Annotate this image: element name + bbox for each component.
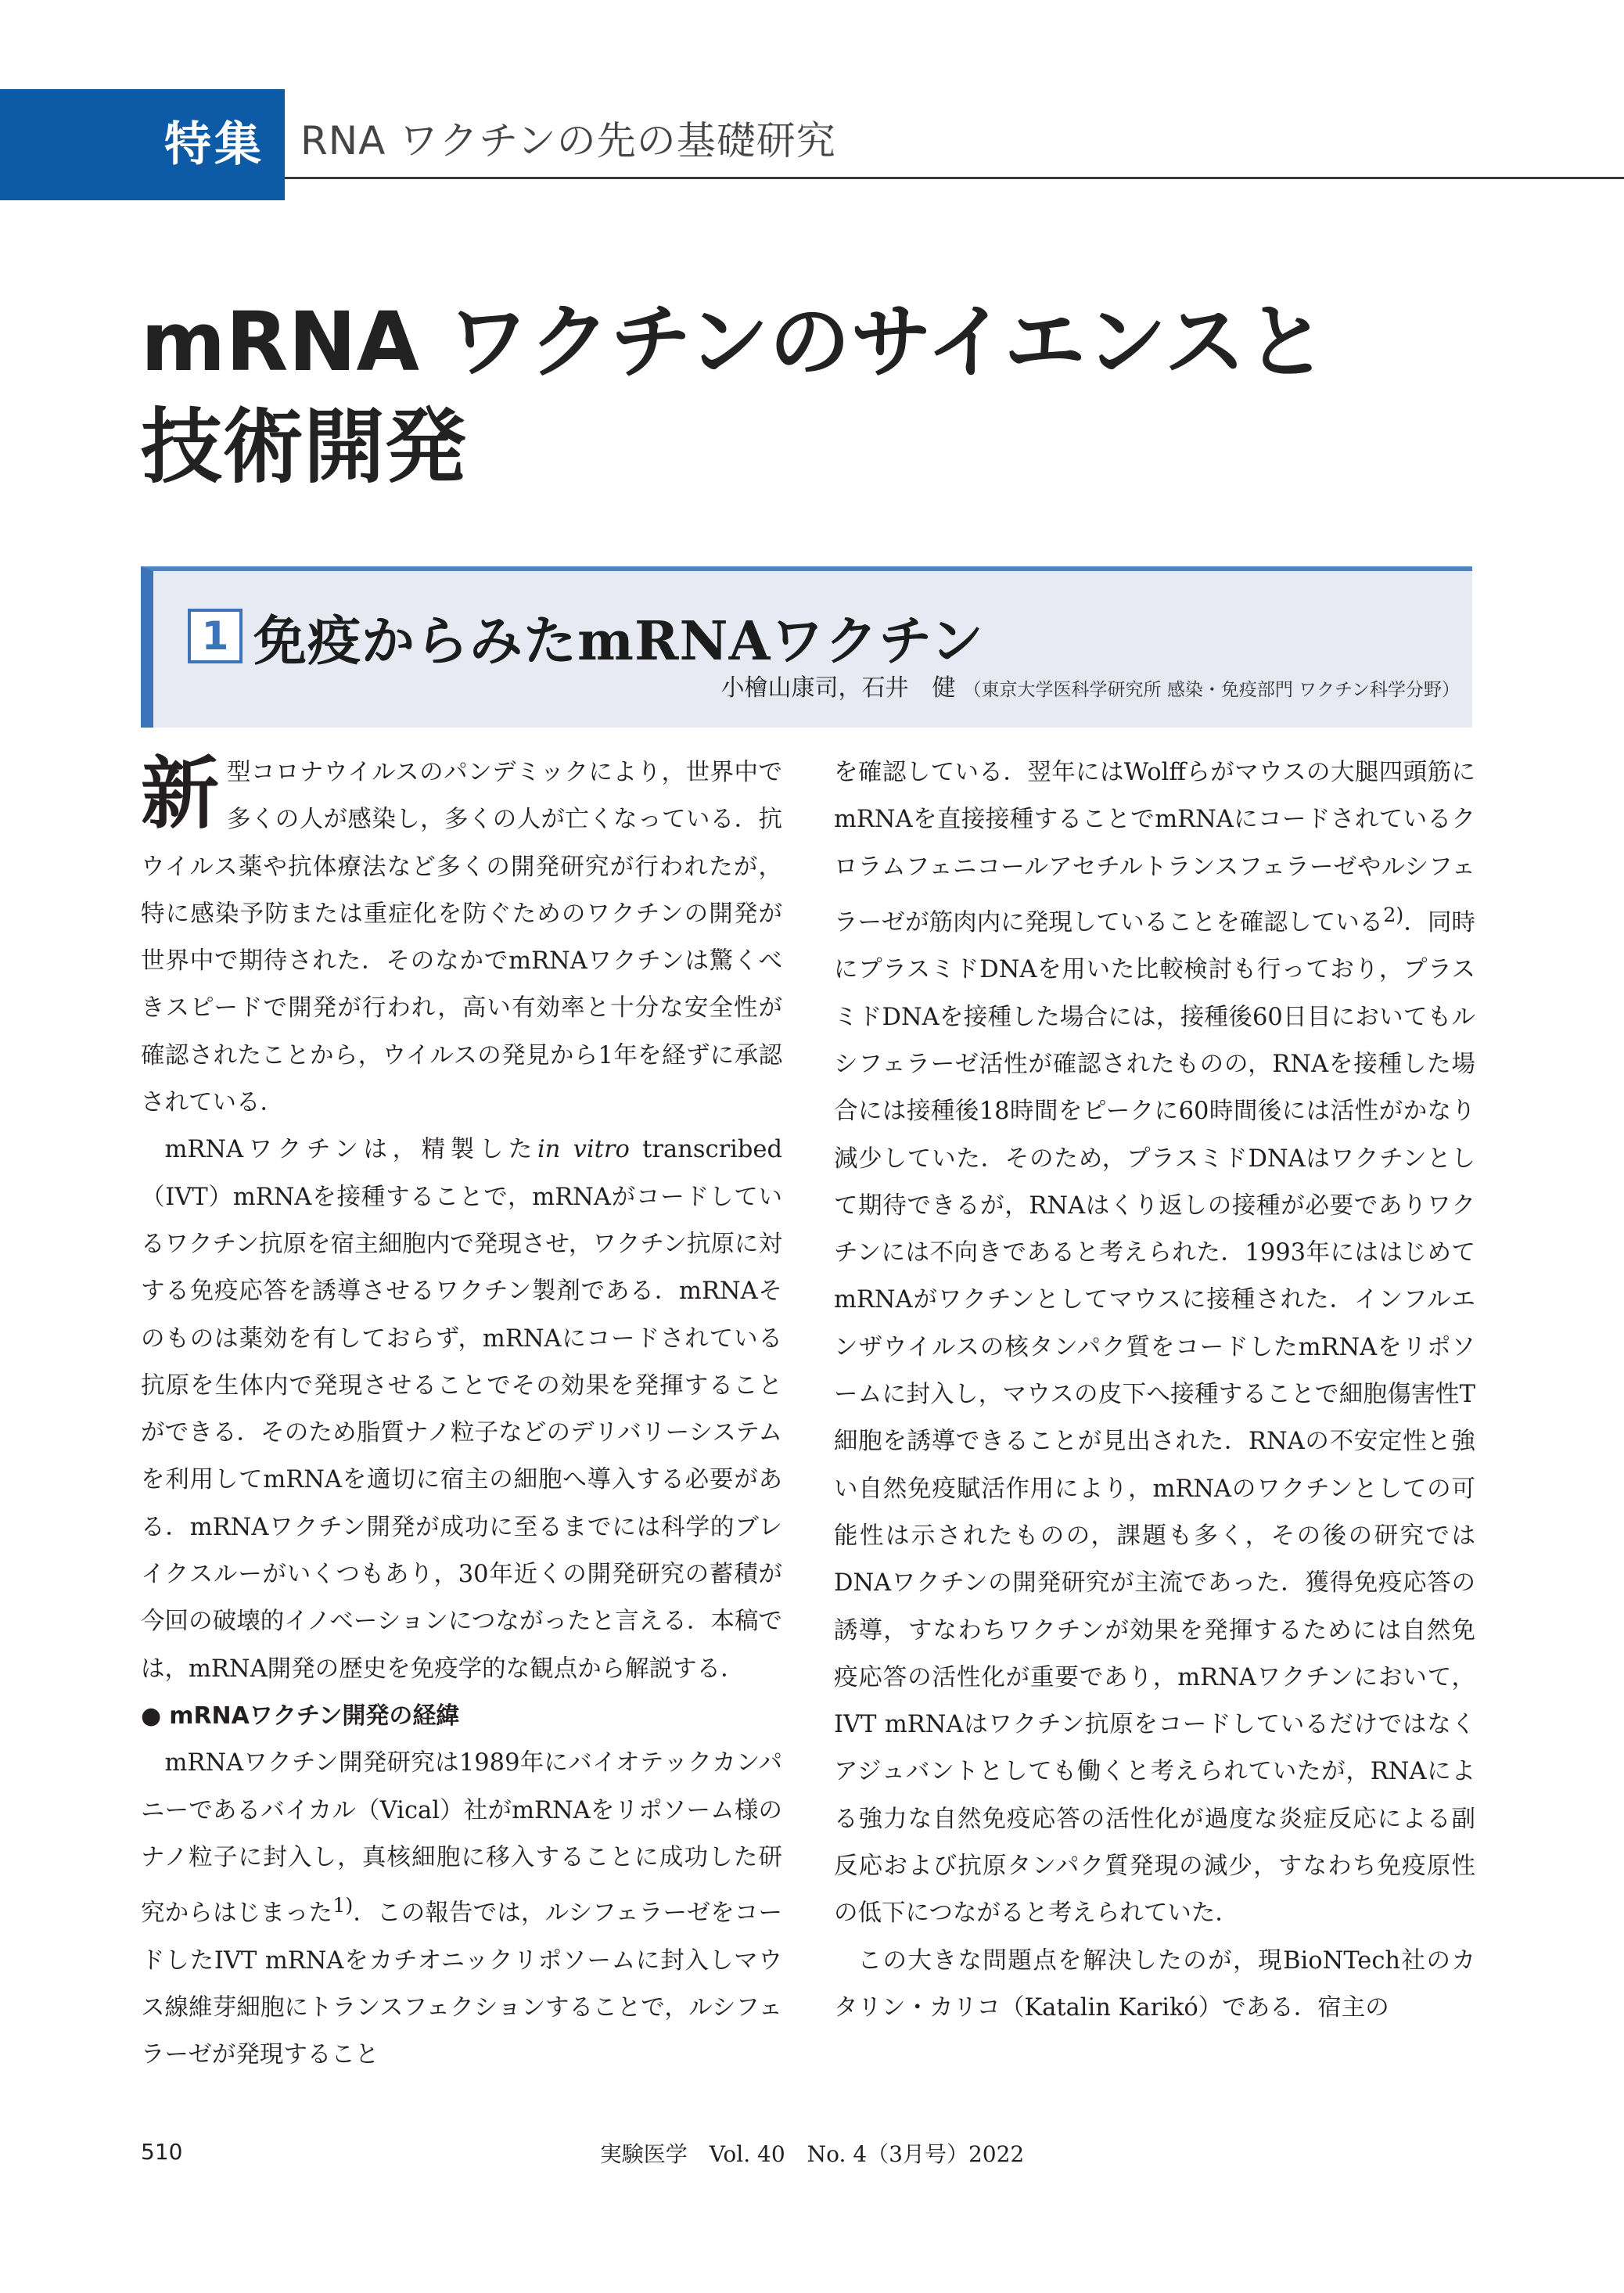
- feature-label: 特集: [0, 89, 285, 200]
- paragraph: [834, 749, 1475, 1938]
- journal-info: 実験医学 Vol. 40 No. 4（3月号）2022: [599, 2141, 1025, 2167]
- affiliation: （東京大学医科学研究所 感染・免疫部門 ワクチン科学分野）: [963, 680, 1460, 700]
- paragraph: [141, 1740, 782, 2079]
- section-number: 1: [188, 609, 243, 663]
- section-header: [141, 566, 1472, 728]
- drop-cap: 新: [141, 747, 219, 839]
- paragraph-text: ．この報告では，ルシフェラーゼをコードしたIVT mRNAをカチオニックリポソームに封入しマウス線維芽細胞にトランスフェクションすることで，ルシフェラーゼが発現すること: [141, 1899, 783, 2069]
- paragraph: この大きな問題点を解決したのが，現BioNTech社のカタリン・カリコ（Katalin Karikó）である．宿主の: [834, 1946, 1475, 2022]
- italic-term: in vitro: [537, 1136, 630, 1164]
- paragraph-text: 型コロナウイルスのパンデミックにより，世界中で多くの人が感染し，多くの人が亡くなっている．抗ウイルス薬や抗体療法など多くの開発研究が行われたが，特に感染予防または重症化を防ぐためのワクチンの開発が世界中で期待された．そのなかでmRNAワクチンは驚くべきスピードで開発が行われ，高い有効率と十分な安全性が確認されたことから，ウイルスの発見から1年を経ずに承認されている．: [141, 759, 782, 1117]
- article-title-line2: 技術開発: [141, 399, 467, 494]
- citation-ref: 2): [1383, 902, 1404, 926]
- body-column-right: [834, 749, 1475, 2032]
- subheading: [141, 1693, 782, 1740]
- authors: 小檜山康司，石井 健: [720, 674, 956, 702]
- article-title: [141, 289, 1549, 499]
- paragraph-text: を確認している．翌年にはWolffらがマウスの大腿四頭筋にmRNAを直接接種することでmRNAにコードされているクロラムフェニコールアセチルトランスフェラーゼやルシフェラーゼが筋肉内に発現していることを確認している: [834, 759, 1475, 937]
- paragraph: [141, 1127, 782, 1693]
- paragraph-text: mRNAワクチンは，精製した: [164, 1136, 538, 1164]
- subheading-text: mRNAワクチン開発の経緯: [169, 1702, 460, 1730]
- paragraph: [141, 749, 782, 1127]
- section-title: 免疫からみたmRNAワクチン: [253, 610, 984, 673]
- bullet-icon: ●: [141, 1702, 162, 1730]
- authors-line: [721, 668, 1460, 703]
- paragraph-text: ．同時にプラスミドDNAを用いた比較検討も行っており，プラスミドDNAを接種した場合には，接種後60日目においてもルシフェラーゼ活性が確認されたものの，RNAを接種した場合には接種後18時間をピークに60時間後には活性がかなり減少していた．そのため，プラスミドDNAはワクチンとして期待できるが，RNAはくり返しの接種が必要でありワクチンには不向きであると考えられた．1993年にははじめてmRNAがワクチンとしてマウスに接種された．インフルエンザウイルスの核タンパク質をコードしたmRNAをリポソームに封入し，マウスの皮下へ接種することで細胞傷害性T細胞を誘導できることが見出された．RNAの不安定性と強い自然免疫賦活作用により，mRNAのワクチンとしての可能性は示されたものの，課題も多く，その後の研究ではDNAワクチンの開発研究が主流であった．獲得免疫応答の誘導，すなわちワクチンが効果を発揮するためには自然免疫応答の活性化が重要であり，mRNAワクチンにおいて，IVT mRNAはワクチン抗原をコードしているだけではなくアジュバントとしても働くと考えられていたが，RNAによる強力な自然免疫応答の活性化が過度な炎症反応による副反応および抗原タンパク質発現の減少，すなわち免疫原性の低下につながると考えられていた．: [834, 909, 1476, 1928]
- citation-ref: 1): [332, 1893, 354, 1917]
- series-title: RNA ワクチンの先の基礎研究: [300, 118, 836, 164]
- body-column-left: [141, 749, 782, 2079]
- page-number: 510: [141, 2139, 183, 2165]
- paragraph-text: transcribed（IVT）mRNAを接種することで，mRNAがコードしているワクチン抗原を宿主細胞内で発現させ，ワクチン抗原に対する免疫応答を誘導させるワクチン製剤である．mRNAそのものは薬効を有しておらず，mRNAにコードされている抗原を生体内で発現させることでその効果を発揮することができる．そのため脂質ナノ粒子などのデリバリーシステムを利用してmRNAを適切に宿主の細胞へ導入する必要がある．mRNAワクチン開発が成功に至るまでには科学的ブレイクスルーがいくつもあり，30年近くの開発研究の蓄積が今回の破壊的イノベーションにつながったと言える．本稿では，mRNA開発の歴史を免疫学的な観点から解説する．: [141, 1136, 783, 1683]
- article-title-line1: mRNA ワクチンのサイエンスと: [141, 294, 1328, 390]
- header-rule: [285, 177, 1624, 179]
- paragraph-text: mRNAワクチン開発研究は1989年にバイオテックカンパニーであるバイカル（Vical）社がmRNAをリポソーム様のナノ粒子に封入し，真核細胞に移入することに成功した研究からはじまった: [141, 1749, 782, 1928]
